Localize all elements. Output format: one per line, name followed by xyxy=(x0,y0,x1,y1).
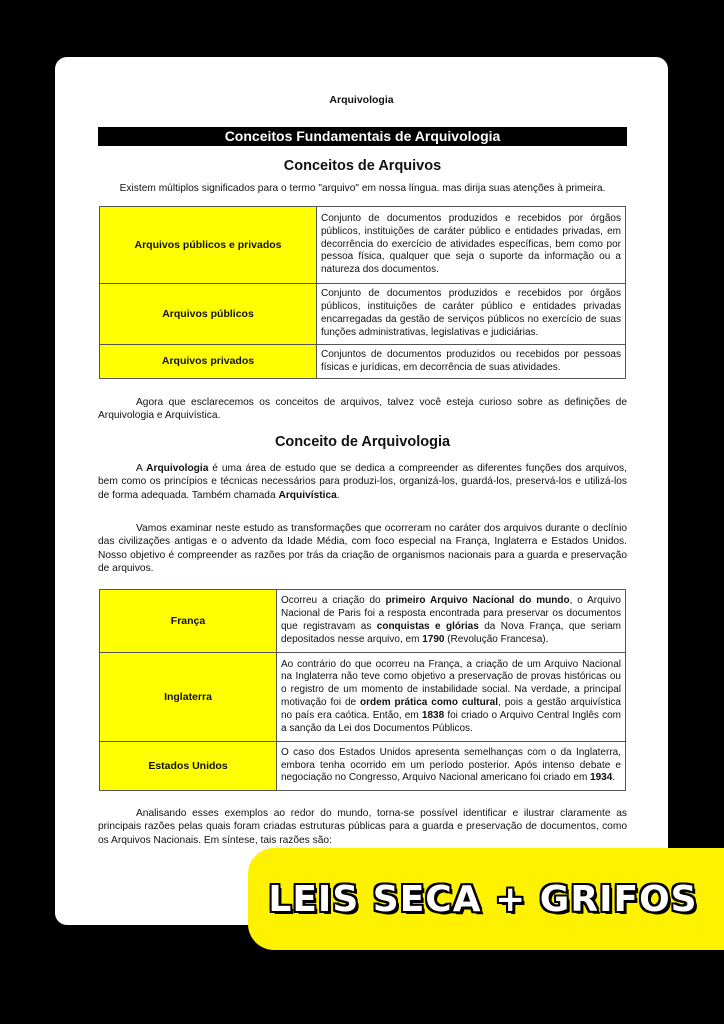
country-description: Ao contrário do que ocorreu na França, a criação de um Arquivo Nacional na Inglaterra não teve como objetivo a preservação de provas históricas ou o registro de um momento de instabilidade social. Na verdade, a principal motivação foi de ordem prática como cultural, pois a gestão arquivística no país era caótica. Então, em 1838 foi criado o Arquivo Central Inglês com a sanção da Lei dos Documentos Públicos. xyxy=(277,653,626,742)
document-title: Arquivologia xyxy=(329,94,394,106)
country-label: Inglaterra xyxy=(100,653,277,742)
country-label: França xyxy=(100,590,277,653)
row-description: Conjunto de documentos produzidos e recebidos por órgãos públicos, instituições de caráter público e entidades privadas encarregadas da gestão de serviços públicos no exercício de suas funções administrativas, legislativas e judiciárias. xyxy=(317,284,626,345)
row-label: Arquivos privados xyxy=(100,345,317,379)
document-page xyxy=(55,57,668,925)
concepts-table xyxy=(99,206,626,379)
table-row xyxy=(100,590,626,653)
row-description: Conjuntos de documentos produzidos ou recebidos por pessoas físicas e jurídicas, em decorrência de suas atividades. xyxy=(317,345,626,379)
table-row xyxy=(100,345,626,379)
arquivologia-definition-paragraph: A Arquivologia é uma área de estudo que se dedica a compreender as diferentes funções dos arquivos, bem como os princípios e técnicas necessários para produzi-los, organizá-los, guardá-los, preservá-los e utilizá-los de forma adequada. Também chamada Arquivística. xyxy=(98,463,627,501)
section-title-conceito-arquivologia: Conceito de Arquivologia xyxy=(274,434,451,450)
section-title-conceitos-arquivos: Conceitos de Arquivos xyxy=(283,158,442,174)
study-objective-paragraph: Vamos examinar neste estudo as transformações que ocorreram no caráter dos arquivos durante o declínio das civilizações antigas e o advento da Idade Média, com foco especial na França, Inglaterra e Estados Unidos. Nosso objetivo é compreender as razões por trás da criação de organismos nacionais para a guarda e preservação de arquivos. xyxy=(98,523,627,575)
main-header-bar: Conceitos Fundamentais de Arquivologia xyxy=(98,127,627,146)
table-row xyxy=(100,653,626,742)
country-description: Ocorreu a criação do primeiro Arquivo Nacional do mundo, o Arquivo Nacional de Paris foi a resposta encontrada para preservar os documentos que registravam as conquistas e glórias da Nova França, que seriam depositados nesse arquivo, em 1790 (Revolução Francesa). xyxy=(277,590,626,653)
table-row xyxy=(100,207,626,284)
row-label: Arquivos públicos xyxy=(100,284,317,345)
analysis-paragraph: Analisando esses exemplos ao redor do mundo, torna-se possível identificar e ilustrar claramente as principais razões pelas quais foram criadas estruturas públicas para a guarda e preservação de documentos, como os Arquivos Nacionais. Em síntese, tais razões são: xyxy=(98,808,627,846)
row-label: Arquivos públicos e privados xyxy=(100,207,317,284)
country-label: Estados Unidos xyxy=(100,742,277,791)
country-description: O caso dos Estados Unidos apresenta semelhanças com o da Inglaterra, embora tenha ocorrido em um período posterior. Após intenso debate e negociação no Congresso, Arquivo Nacional americano foi criado em 1934. xyxy=(277,742,626,791)
row-description: Conjunto de documentos produzidos e recebidos por órgãos públicos, instituições de caráter público e entidades privadas, em decorrência do exercício de atividades específicas, bem como por pessoa física, qualquer que seja o suporte da informação ou a natureza dos documentos. xyxy=(317,207,626,284)
promo-label: LEIS SECA + GRIFOS xyxy=(268,878,698,920)
section1-intro: Existem múltiplos significados para o termo "arquivo" em nossa língua. mas dirija suas atenções à primeira. xyxy=(119,183,606,194)
table-row xyxy=(100,284,626,345)
countries-table xyxy=(99,589,626,791)
table-row xyxy=(100,742,626,791)
section1-closing-paragraph: Agora que esclarecemos os conceitos de arquivos, talvez você esteja curioso sobre as definições de Arquivologia e Arquivística. xyxy=(98,397,627,422)
promo-banner xyxy=(248,848,724,950)
